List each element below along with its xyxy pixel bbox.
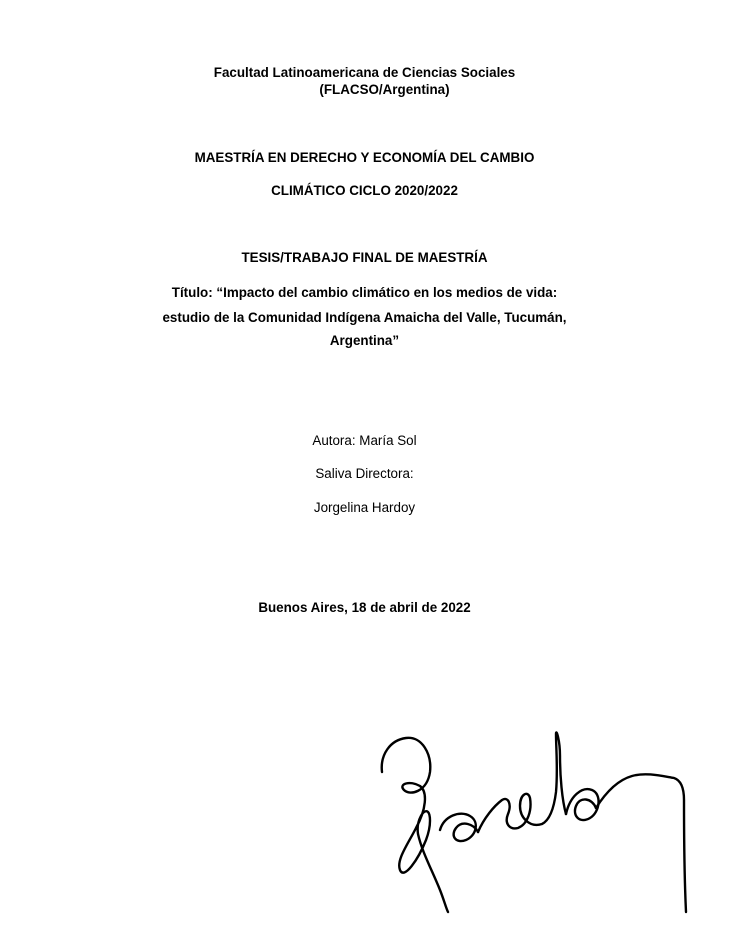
place-date: Buenos Aires, 18 de abril de 2022 [258,600,471,615]
director-label: Saliva Directora: [315,466,414,481]
thesis-type: TESIS/TRABAJO FINAL DE MAESTRÍA [241,250,488,265]
thesis-title-line-1: Título: “Impacto del cambio climático en los medios de vida: [171,285,558,300]
institution-branch: (FLACSO/Argentina) [319,82,450,97]
program-title-line-2: CLIMÁTICO CICLO 2020/2022 [271,183,458,198]
director-name: Jorgelina Hardoy [313,500,416,515]
thesis-title-line-2: estudio de la Comunidad Indígena Amaicha del Valle, Tucumán, [162,310,567,325]
institution-name: Facultad Latinoamericana de Ciencias Sociales [213,65,516,80]
author: Autora: María Sol [312,433,417,448]
handwritten-signature-icon [370,720,710,925]
program-title-line-1: MAESTRÍA EN DERECHO Y ECONOMÍA DEL CAMBIO [194,150,535,165]
thesis-title-line-3: Argentina” [329,333,400,348]
